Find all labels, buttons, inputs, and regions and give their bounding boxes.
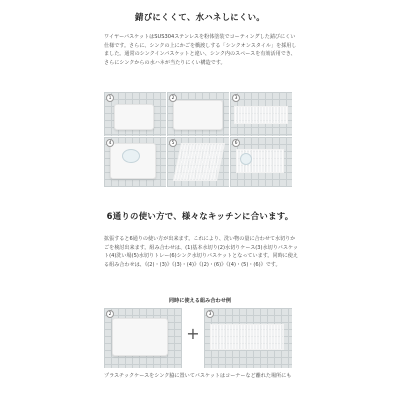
- photo-step-1: [104, 92, 166, 136]
- photo-step-6: [230, 137, 292, 187]
- photo-step-4: [104, 137, 166, 187]
- combo-number: 2: [106, 310, 114, 318]
- section-heading-usage: 6通りの使い方で、様々なキッチンに合います。: [106, 211, 294, 221]
- step-number: 4: [106, 139, 114, 147]
- photo-step-2: [167, 92, 229, 136]
- photo-combo-basket: [204, 308, 292, 368]
- plus-icon: +: [186, 324, 200, 343]
- step-number: 3: [232, 94, 240, 102]
- step-number: 2: [169, 94, 177, 102]
- section-paragraph-usage: 拡張すると6通りの使い方が出来ます。これにより、洗い物の量に合わせて水切りかごを検討出来ます。組み合わせは、(1)基本水切り(2)水切りケース(3)水切りバスケット(4)洗い場(5)水切りトレー(6)シンク水切りバスケットとなっています。同時に使える組み合わせは、《(2)・(3)》《(3)・(4)》《(2)・(6)》《(4)・(5)・(6)》です。: [104, 236, 298, 269]
- step-number: 1: [106, 94, 114, 102]
- photo-step-3: [230, 92, 292, 136]
- photo-step-5: [167, 137, 229, 187]
- photo-combo-case: [104, 308, 182, 368]
- combo-caption: プラスチックケースをシンク脇に置いてバスケットはコーナーなど離れた場所にも: [104, 373, 292, 379]
- section-paragraph-rust: ワイヤーバスケットはSUS304ステンレスを粉体塗装でコーティングした錆びにくい仕様です。さらに、シンクの上にかごを橋渡しする「シンクオンスタイル」を採用しました。通常のシンクインバスケットと違い、シンク内のスペースを有効活用でき、さらにシンクからの水ハネが当たりにくい構造です。: [104, 34, 297, 66]
- step-number: 5: [169, 139, 177, 147]
- step-number: 6: [232, 139, 240, 147]
- combo-title: 同時に使える組み合わせ例: [168, 298, 232, 304]
- combo-number: 3: [206, 310, 214, 318]
- section-heading-rust: 錆びにくくて、水ハネしにくい。: [135, 12, 265, 22]
